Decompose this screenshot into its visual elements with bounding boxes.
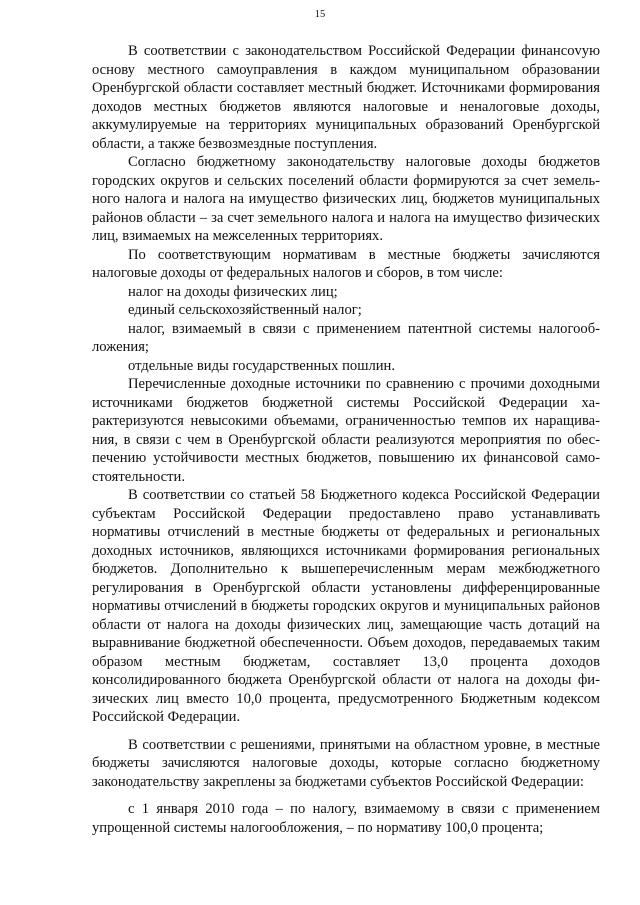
paragraph-article-58: В соответствии со статьей 58 Бюджетного кодекса Российской Федерации субъектам Российской Федерации предоставлено право устанавливать нормативы отчислений в местные бюджеты от федеральных и региональных доходных источников, являющихся источниками формирования региональных бюджетов. Дополнительно к вышеперечисленным мерам межбюджетного регулирования в Оренбургской области установлены дифференцированные нормативы отчислений в бюджеты городских округов и муниципальных районов области от налога на доходы физических лиц, замещающие часть дотаций на выравнивание бюджетной обеспеченности. Объем доходов, передаваемых таким образом местным бюджетам, составляет 13,0 процента доходов консолидированного бюджета Оренбургской области от налога на доходы физических лиц вместо 10,0 процента, предусмотренного Бюджетным кодексом Российской Федерации. bbox=[92, 487, 600, 725]
list-item-patent-tax: налог, взимаемый в связи с применением патентной системы налогообложения; bbox=[92, 320, 600, 355]
paragraph-federal-taxes-intro: По соответствующим нормативам в местные бюджеты зачисляются налоговые доходы от федеральных налогов и сборов, в том числе: bbox=[92, 246, 600, 281]
paragraph-revenue-limits: Перечисленные доходные источники по сравнению с прочими доходными источниками бюджетов бюджетной системы Российской Федерации характеризуются невысокими объемами, ограниченностью темпов их наращивания, в связи с чем в Оренбургской области реализуются мероприятия по обеспечению устойчивости местных бюджетов, повышению их финансовой самостоятельности. bbox=[92, 376, 600, 485]
list-item-personal-income-tax: налог на доходы физических лиц; bbox=[128, 283, 338, 300]
paragraph-tax-revenue-sources: Согласно бюджетному законодательству налоговые доходы бюджетов городских округов и сельских поселений области формируются за счет земельного налога и налога на имущество физических лиц, бюджетов муниципальных районов области – за счет земельного налога и налога на имущество физических лиц, взимаемых на межселенных территориях. bbox=[92, 154, 600, 244]
paragraph-local-budget-basis: В соответствии с законодательством Российской Федерации финансоvую основу местного самоуправления в каждом муниципальном образовании Оренбургской области составляет местный бюджет. Источниками формирования доходов местных бюджетов являются налоговые и неналоговые доходы, аккумулируемые на территориях муниципальных образований Оренбургской области, а также безвозмездные поступления. bbox=[92, 43, 600, 152]
paragraph-regional-decisions: В соответствии с решениями, принятыми на областном уровне, в местные бюджеты зачисляются налоговые доходы, которые согласно бюджетному законодательству закреплены за бюджетами субъектов Российской Федерации: bbox=[92, 736, 600, 790]
document-body bbox=[92, 42, 600, 837]
paragraph-simplified-tax-2010: с 1 января 2010 года – по налогу, взимаемому в связи с применением упрощенной системы налогообложения, – по нормативу 100,0 процента; bbox=[92, 801, 600, 836]
list-item-agricultural-tax: единый сельскохозяйственный налог; bbox=[128, 302, 362, 318]
page-number: 15 bbox=[314, 9, 326, 20]
list-item-state-duties: отдельные виды государственных пошлин. bbox=[128, 357, 395, 374]
